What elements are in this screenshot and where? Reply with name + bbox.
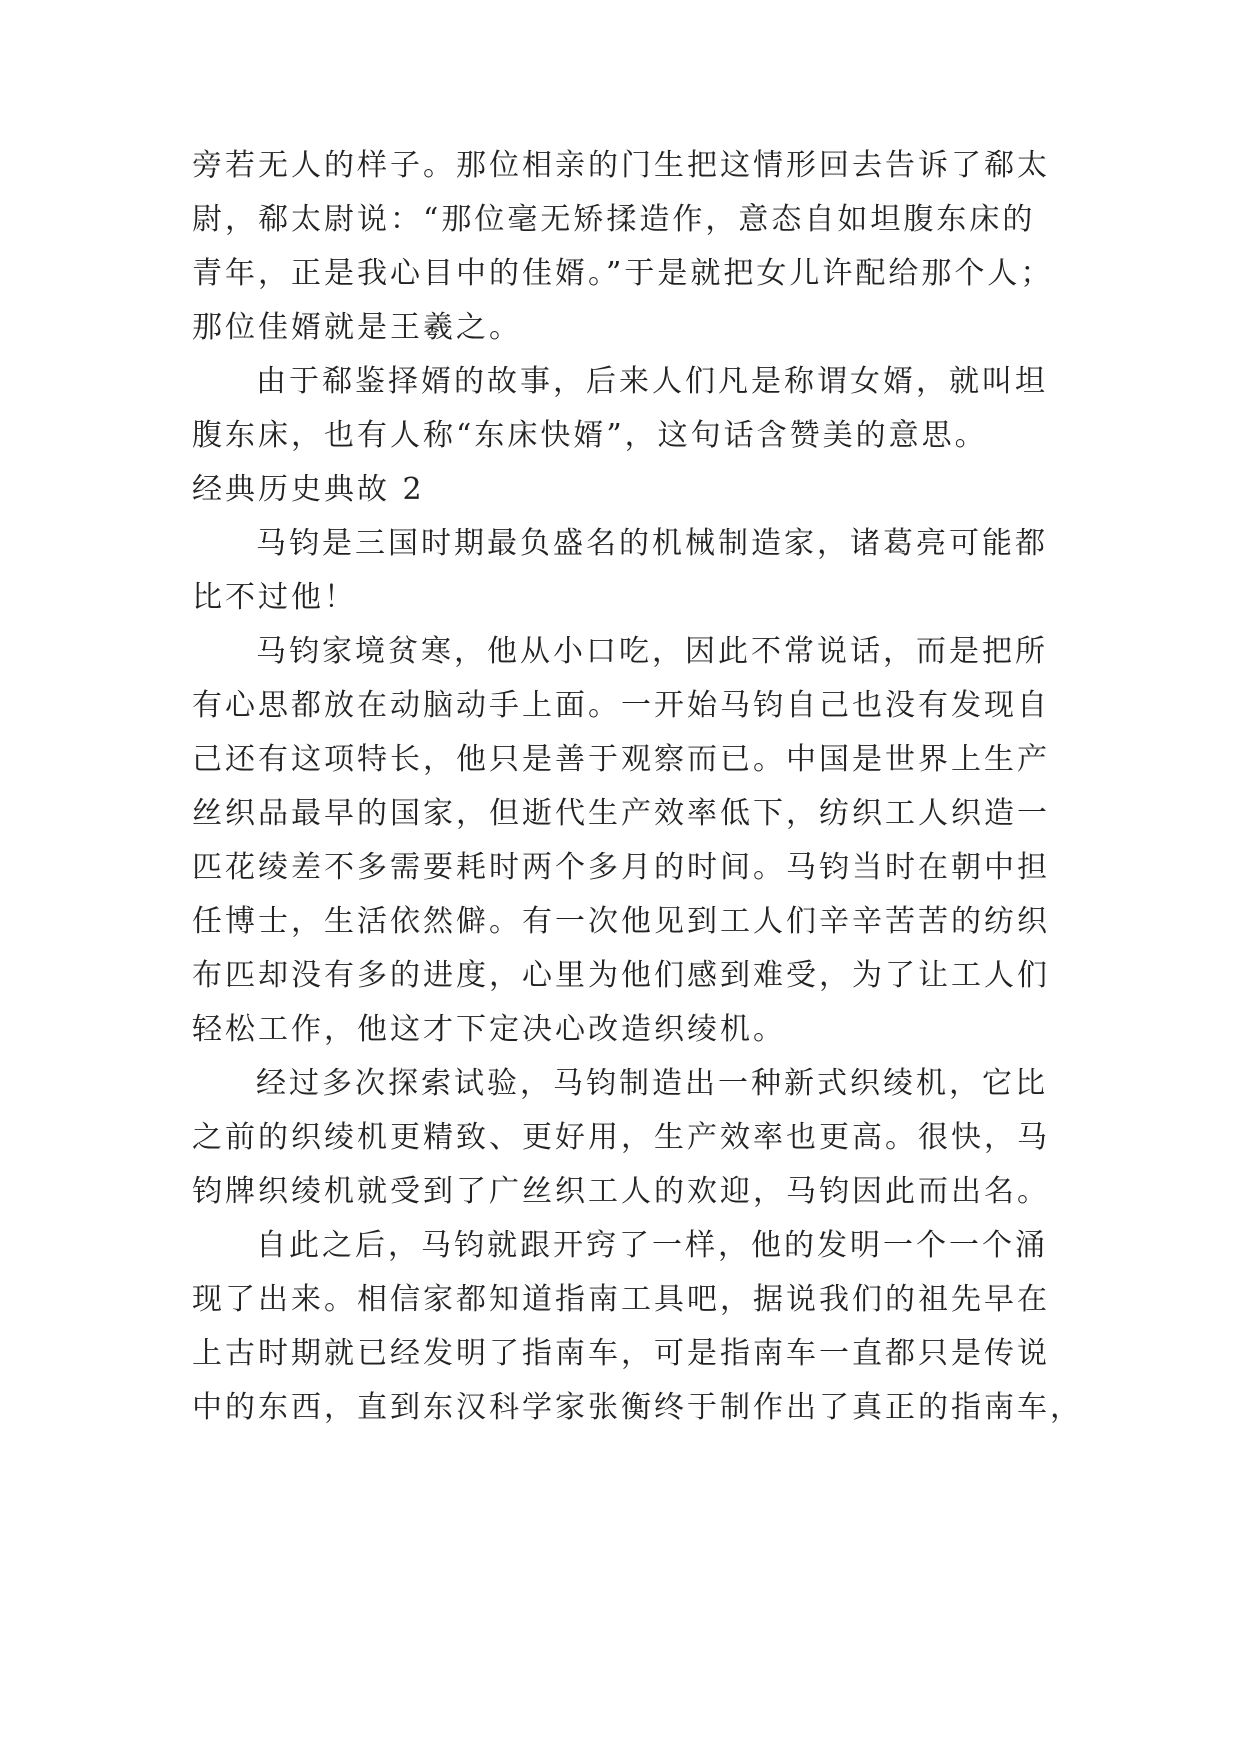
text-line: 布匹却没有多的进度，心里为他们感到难受，为了让工人们 (192, 958, 1050, 993)
section-heading: 经典历史典故 2 (192, 472, 425, 507)
text-line: 有心思都放在动脑动手上面。一开始马钧自己也没有发现自 (192, 688, 1050, 723)
text-line: 上古时期就已经发明了指南车，可是指南车一直都只是传说 (192, 1336, 1050, 1371)
paragraph-first-line: 马钧家境贫寒，他从小口吃，因此不常说话，而是把所 (256, 634, 1048, 669)
text-line: 之前的织绫机更精致、更好用，生产效率也更高。很快，马 (192, 1120, 1050, 1155)
paragraph-first-line: 由于郗鉴择婿的故事，后来人们凡是称谓女婿，就叫坦 (256, 364, 1048, 399)
text-line: 比不过他！ (192, 580, 357, 615)
text-line: 旁若无人的样子。那位相亲的门生把这情形回去告诉了郗太 (192, 148, 1050, 183)
text-line: 那位佳婿就是王羲之。 (192, 310, 522, 345)
text-line: 任博士，生活依然僻。有一次他见到工人们辛辛苦苦的纺织 (192, 904, 1050, 939)
text-line: 腹东床，也有人称“东床快婿”，这句话含赞美的意思。 (192, 418, 988, 453)
paragraph-first-line: 经过多次探索试验，马钧制造出一种新式织绫机，它比 (256, 1066, 1048, 1101)
paragraph-first-line: 马钧是三国时期最负盛名的机械制造家，诸葛亮可能都 (256, 526, 1048, 561)
text-line: 中的东西，直到东汉科学家张衡终于制作出了真正的指南车， (192, 1390, 1083, 1425)
text-line: 匹花绫差不多需要耗时两个多月的时间。马钧当时在朝中担 (192, 850, 1050, 885)
text-line: 己还有这项特长，他只是善于观察而已。中国是世界上生产 (192, 742, 1050, 777)
text-line: 青年，正是我心目中的佳婿。”于是就把女儿许配给那个人； (192, 256, 1054, 291)
text-line: 现了出来。相信家都知道指南工具吧，据说我们的祖先早在 (192, 1282, 1050, 1317)
text-line: 钧牌织绫机就受到了广丝织工人的欢迎，马钧因此而出名。 (192, 1174, 1050, 1209)
text-line: 尉，郗太尉说：“那位毫无矫揉造作，意态自如坦腹东床的 (192, 202, 1036, 237)
text-line: 轻松工作，他这才下定决心改造织绫机。 (192, 1012, 786, 1047)
paragraph-first-line: 自此之后，马钧就跟开窍了一样，他的发明一个一个涌 (256, 1228, 1048, 1263)
text-line: 丝织品最早的国家，但逝代生产效率低下，纺织工人织造一 (192, 796, 1050, 831)
